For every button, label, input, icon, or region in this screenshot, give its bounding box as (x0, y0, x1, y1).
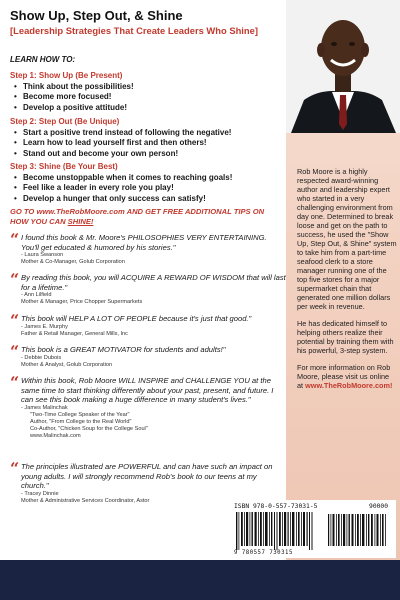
isbn-number: ISBN 978-0-557-73031-5 (234, 503, 318, 510)
isbn-barcode (228, 500, 396, 558)
testimonial-author-name: - Tracey Dinnie (21, 490, 59, 497)
list-item: • Think about the possibilities! (14, 82, 134, 92)
list-item: • Develop a hunger that only success can satisfy! (14, 194, 232, 204)
testimonial-text: This book is a GREAT MOTIVATOR for students and adults!" (21, 345, 226, 354)
testimonial-text: Within this book, Rob Moore WILL INSPIRE and CHALLENGE YOU at the same time to start thinking differently about your past, present, and future. I can see this book making a huge difference in many student's lives." (21, 376, 274, 405)
website-promo (10, 207, 282, 227)
quote-icon: “ (10, 342, 20, 361)
quote-icon: “ (10, 311, 20, 330)
book-title: Show Up, Step Out, & Shine (10, 8, 183, 23)
testimonial-text: The principles illustrated are POWERFUL and can have such an impact on young adults. I will strongly recommend Rob's book to our teens at my church." (21, 462, 273, 491)
footer-band (0, 560, 400, 600)
testimonial-author-role: Mother & Co-Manager, Golub Corporation (21, 259, 125, 266)
price-code: 90000 (369, 503, 388, 510)
quote-icon: “ (10, 230, 20, 249)
testimonial (10, 311, 286, 338)
testimonial-author-name: - Laura Swanson (21, 252, 64, 259)
learn-how-heading: LEARN HOW TO: (10, 55, 76, 64)
testimonial (10, 373, 286, 440)
bio-paragraph (297, 363, 397, 390)
testimonial-author-role: Mother & Analyst, Golub Corporation (21, 361, 113, 368)
list-item: • Start a positive trend instead of following the negative! (14, 128, 231, 138)
list-item: • Become more focused! (14, 92, 134, 102)
author-photo (286, 0, 400, 133)
testimonial-author-role: Mother & Administrative Services Coordinator, Astor (21, 497, 150, 504)
testimonial-text: This book will HELP A LOT OF PEOPLE because it's just that good." (21, 314, 252, 323)
step-3-list (14, 173, 232, 204)
testimonial-text: I found this book & Mr. Moore's PHILOSOPHIES VERY ENTERTAINING. You'll get educated & humored by his stories." (21, 233, 267, 252)
step-1-list (14, 82, 134, 113)
book-subtitle: [Leadership Strategies That Create Leaders Who Shine] (10, 25, 258, 36)
list-item: • Develop a positive attitude! (14, 103, 134, 113)
quote-icon: “ (10, 270, 20, 289)
bio-paragraph: Rob Moore is a highly respected award-winning author and leadership expert who started in a very challenging environment from day one. Determined to break loose and get on the path to success, he used the "Show Up, Step Out, & Shine" system to take him from a part-time seafood clerk to a store manager running one of the top five stores for a major supermarket chain that generated one million dollars per week in revenue. (297, 167, 397, 311)
author-portrait-illustration (286, 0, 400, 133)
step-2-heading: Step 2: Step Out (Be Unique) (10, 117, 120, 126)
website-promo-shine: SHINE! (67, 217, 94, 226)
list-item: • Learn how to lead yourself first and then others! (14, 138, 231, 148)
step-3-heading: Step 3: Shine (Be Your Best) (10, 162, 118, 171)
step-1-heading: Step 1: Show Up (Be Present) (10, 71, 123, 80)
list-item: • Feel like a leader in every role you play! (14, 183, 232, 193)
testimonial-author-name: - James Malinchak (21, 404, 68, 411)
step-2-list (14, 128, 231, 159)
barcode-digits: 9 780557 730315 (234, 550, 293, 556)
website-promo-text: GO TO www.TheRobMoore.com AND GET FREE ADDITIONAL TIPS ON HOW YOU CAN (10, 207, 265, 226)
bio-contact-text: For more information on Rob Moore, please visit us online at (297, 363, 391, 390)
author-bio (297, 167, 397, 398)
list-item: • Stand out and become your own person! (14, 149, 231, 159)
testimonial (10, 459, 286, 505)
testimonial-author-name: - Debbie Dubois (21, 354, 62, 361)
testimonial-author-name: - Ann Lilfield (21, 292, 52, 299)
list-item: • Become unstoppable when it comes to reaching goals! (14, 173, 232, 183)
testimonial (10, 230, 286, 266)
testimonial (10, 342, 286, 369)
author-website-link[interactable]: www.TheRobMoore.com! (305, 381, 393, 390)
quote-icon: “ (10, 373, 20, 392)
testimonial-author-role: "Two-Time College Speaker of the Year" Author, "From College to the Real World" Co-Author, "Chicken Soup for the College Soul" www.Malinchak.com (30, 411, 148, 439)
testimonial-text: By reading this book, you will ACQUIRE A REWARD OF WISDOM that will last for a lifetime." (21, 273, 286, 292)
testimonial-author-role: Mother & Manager, Price Chopper Supermarkets (21, 299, 143, 306)
quote-icon: “ (10, 459, 20, 478)
testimonial-author-role: Father & Retail Manager, General Mills, Inc (21, 330, 128, 337)
testimonial (10, 270, 286, 306)
bio-paragraph: He has dedicated himself to helping others realize their potential by training them with his powerful, 3-step system. (297, 319, 394, 355)
testimonial-author-name: - James E. Murphy (21, 323, 68, 330)
